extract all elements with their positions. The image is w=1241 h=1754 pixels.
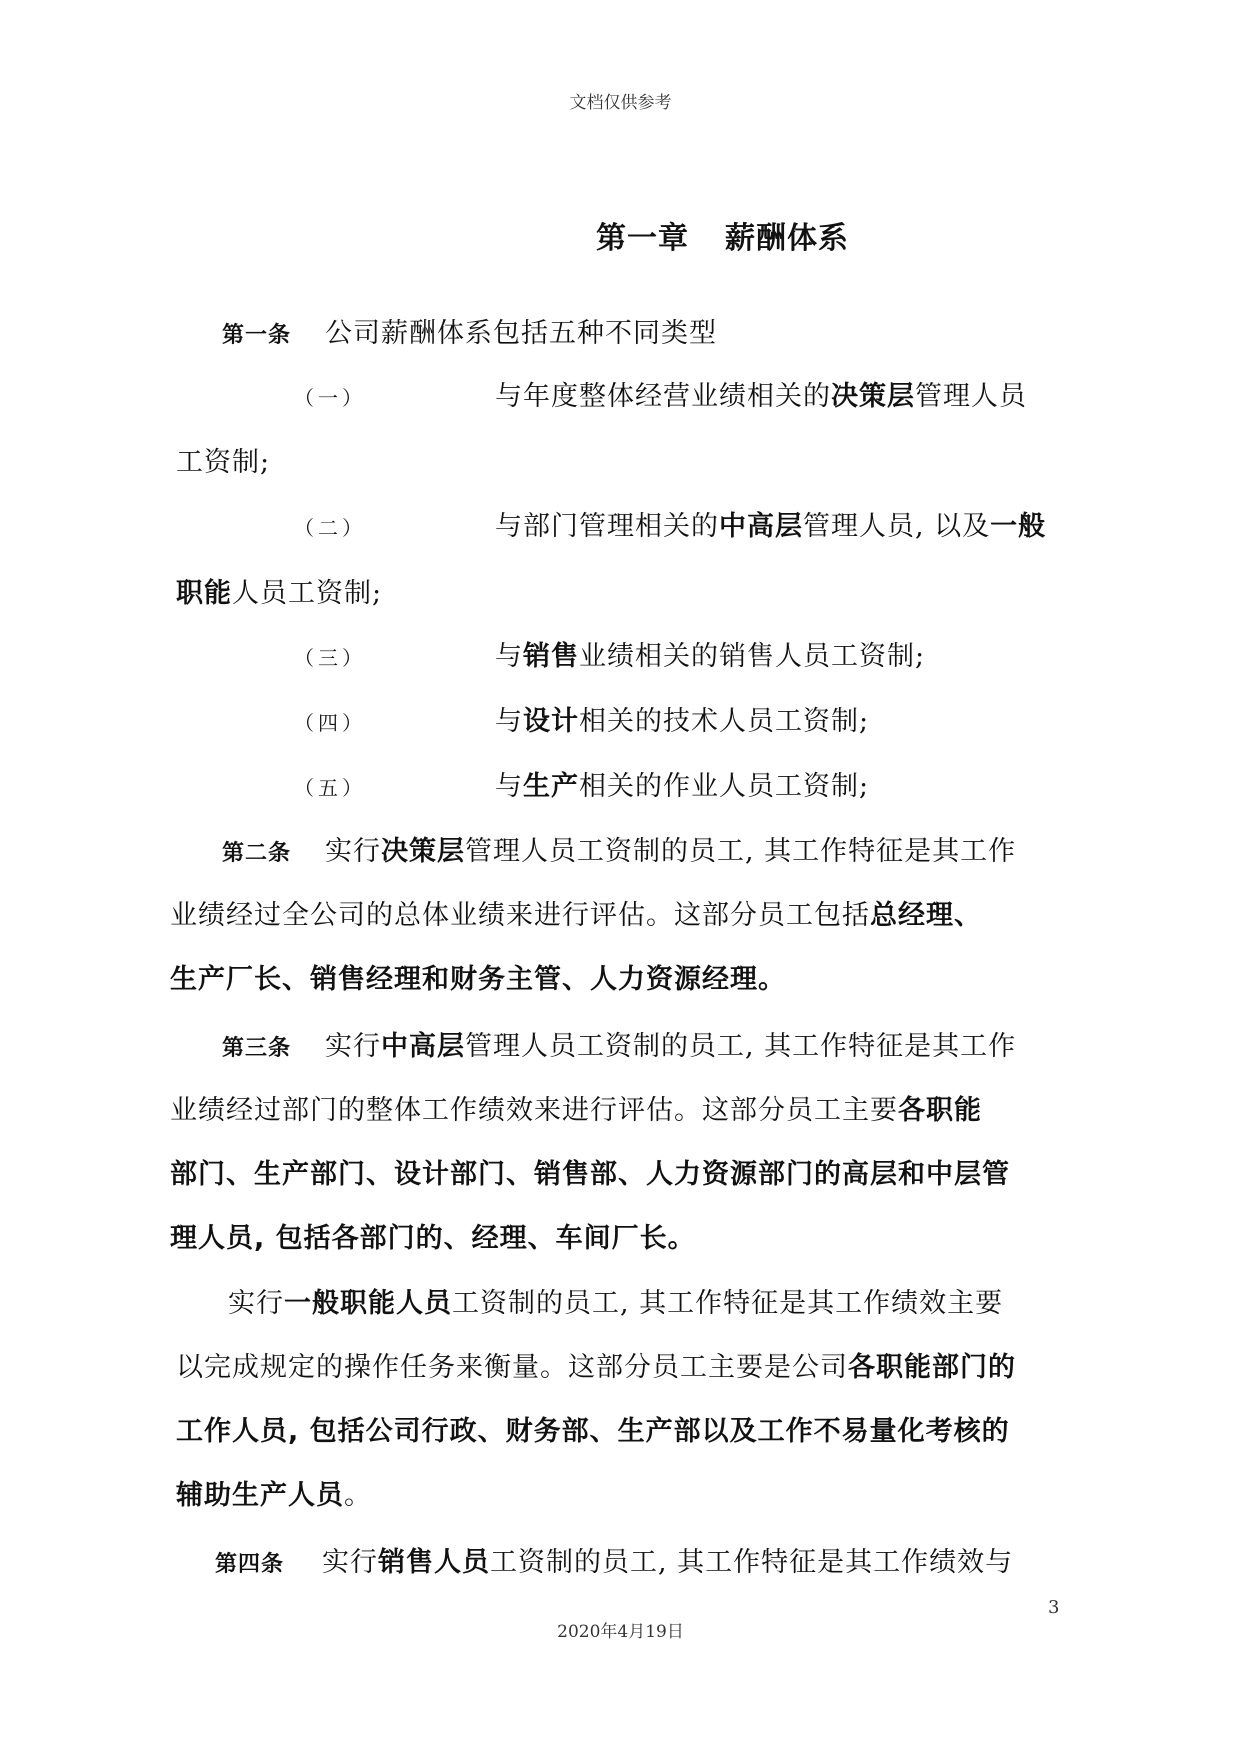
footer-date: 2020年4月19日: [557, 1622, 684, 1642]
page-header: 文档仅供参考: [569, 93, 672, 113]
item-5-text: 与: [495, 771, 523, 802]
item-1-text: 与年度整体经营业绩相关的: [495, 381, 831, 412]
article-2-line-2: [170, 893, 982, 932]
item-5-emphasis: 生产: [523, 771, 579, 802]
item-2-text-end: 人员工资制;: [232, 578, 383, 609]
paragraph-emphasis-4: 辅助生产人员: [176, 1480, 344, 1511]
item-5-line: [495, 764, 869, 803]
chapter-title: [596, 213, 849, 257]
article-3-emphasis: 中高层: [381, 1031, 466, 1062]
item-2-line-2: [176, 571, 382, 610]
item-3-text-end: 业绩相关的销售人员工资制;: [579, 641, 926, 672]
paragraph-line-2: [176, 1345, 1016, 1384]
item-2-emphasis-2: 一般: [990, 511, 1047, 542]
item-5-number: （五）: [294, 776, 366, 800]
item-4-text-end: 相关的技术人员工资制;: [579, 706, 870, 737]
article-4-emphasis: 销售人员: [378, 1547, 491, 1578]
article-2-text-2: 业绩经过全公司的总体业绩来进行评估。这部分员工包括: [170, 900, 870, 931]
article-1-text: 公司薪酬体系包括五种不同类型: [325, 318, 718, 349]
chapter-number: 第一章: [596, 221, 689, 256]
item-5-text-end: 相关的作业人员工资制;: [579, 771, 870, 802]
item-3-line: [495, 634, 925, 673]
article-3-text-end: 管理人员工资制的员工, 其工作特征是其工作: [465, 1031, 1017, 1062]
article-3-text-2: 业绩经过部门的整体工作绩效来进行评估。这部分员工主要: [170, 1095, 898, 1126]
paragraph-line-3: [176, 1409, 1010, 1448]
article-4-text-end: 工资制的员工, 其工作特征是其工作绩效与: [490, 1547, 1014, 1578]
article-4-line-1: [215, 1540, 1013, 1579]
paragraph-emphasis-3: 工作人员, 包括公司行政、财务部、生产部以及工作不易量化考核的: [176, 1416, 1010, 1447]
item-4-emphasis: 设计: [523, 706, 579, 737]
article-2-emphasis: 决策层: [381, 836, 466, 867]
page-number: 3: [1048, 1597, 1060, 1618]
article-3-line-2: [170, 1088, 982, 1127]
item-3-number: （三）: [294, 646, 366, 670]
paragraph-text: 实行: [228, 1288, 284, 1319]
item-1-line-1: [495, 374, 1027, 413]
article-2-emphasis-3: 生产厂长、销售经理和财务主管、人力资源经理。: [170, 964, 786, 995]
article-3-line-4: [170, 1216, 696, 1255]
article-2-emphasis-2: 总经理、: [870, 900, 982, 931]
article-3-text: 实行: [325, 1031, 382, 1062]
article-4-text: 实行: [322, 1547, 379, 1578]
article-2-text: 实行: [325, 836, 382, 867]
article-2-line-1: [222, 829, 1016, 868]
article-2-text-end: 管理人员工资制的员工, 其工作特征是其工作: [465, 836, 1017, 867]
paragraph-emphasis-2: 各职能部门的: [848, 1352, 1016, 1383]
chapter-name: 薪酬体系: [725, 221, 849, 256]
paragraph-emphasis: 一般职能人员: [284, 1288, 452, 1319]
item-1-line-2: 工资制;: [176, 447, 271, 478]
paragraph-text-end-2: 。: [344, 1480, 372, 1511]
item-3-emphasis: 销售: [523, 641, 579, 672]
paragraph-text-2: 以完成规定的操作任务来衡量。这部分员工主要是公司: [176, 1352, 848, 1383]
article-1-line: [222, 311, 717, 350]
item-3-text: 与: [495, 641, 523, 672]
item-4-line: [495, 699, 869, 738]
article-3-line-1: [222, 1024, 1016, 1063]
item-2-text-mid: 管理人员, 以及: [803, 511, 991, 542]
paragraph-line-1: [228, 1281, 1003, 1320]
article-3-line-3: [170, 1152, 1010, 1191]
item-1-number: （一）: [294, 386, 366, 410]
item-2-text: 与部门管理相关的: [495, 511, 719, 542]
item-4-text: 与: [495, 706, 523, 737]
article-3-label: 第三条: [222, 1036, 292, 1061]
item-1-emphasis: 决策层: [831, 381, 915, 412]
item-1-text-end: 管理人员: [915, 381, 1027, 412]
article-3-emphasis-4: 理人员, 包括各部门的、经理、车间厂长。: [170, 1223, 696, 1254]
article-3-emphasis-2: 各职能: [898, 1095, 982, 1126]
item-2-number: （二）: [294, 516, 366, 540]
article-1-label: 第一条: [222, 323, 292, 348]
item-4-number: （四）: [294, 711, 366, 735]
article-4-label: 第四条: [215, 1552, 285, 1577]
paragraph-text-end: 工资制的员工, 其工作特征是其工作绩效主要: [452, 1288, 1004, 1319]
article-2-line-3: [170, 957, 786, 996]
item-2-emphasis: 中高层: [719, 511, 803, 542]
item-2-emphasis-3: 职能: [176, 578, 232, 609]
paragraph-line-4: [176, 1473, 372, 1512]
article-2-label: 第二条: [222, 841, 292, 866]
article-3-emphasis-3: 部门、生产部门、设计部门、销售部、人力资源部门的高层和中层管: [170, 1159, 1010, 1190]
item-2-line-1: [495, 504, 1046, 543]
